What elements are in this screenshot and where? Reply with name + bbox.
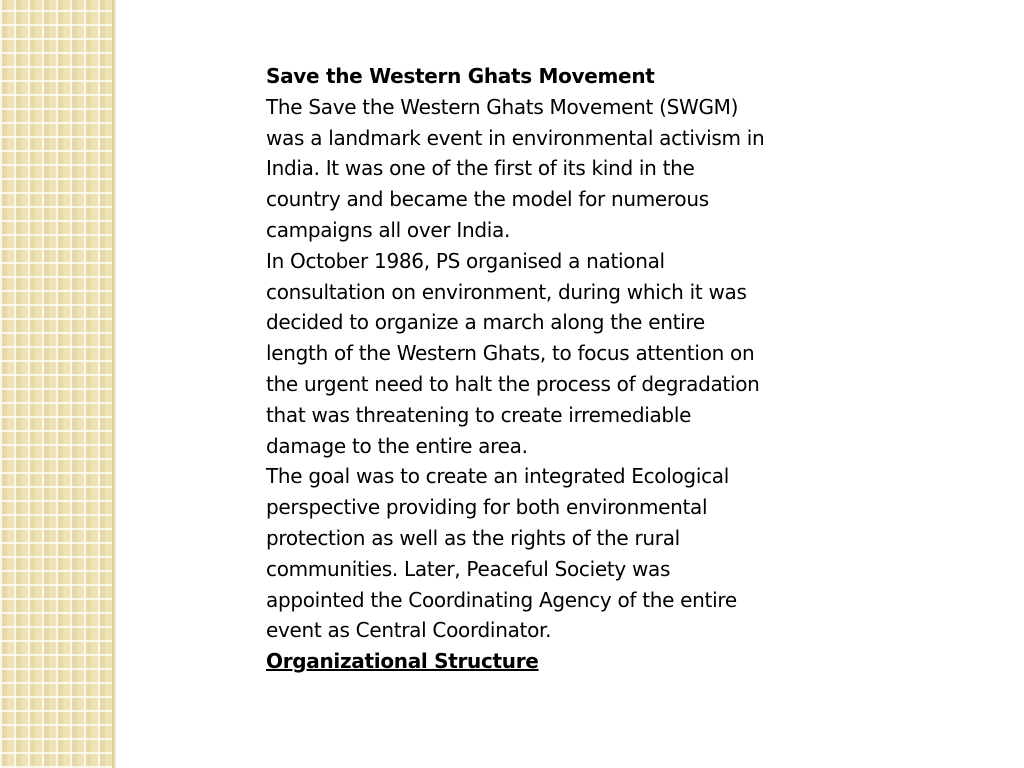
section-subheading: Organizational Structure xyxy=(266,649,539,674)
paragraph-consultation: In October 1986, PS organised a national consultation on environment, during which it was decided to organize a march along the entire length of the Western Ghats, to focus attention on the urgent need to halt the process of degradation that was threatening to create irremediable damage to the entire area. xyxy=(266,248,760,458)
slide-content xyxy=(266,61,766,677)
decorative-side-pattern xyxy=(0,0,112,768)
paragraph-intro: The Save the Western Ghats Movement (SWGM) was a landmark event in environmental activism in India. It was one of the first of its kind in the country and became the model for numerous campaigns all over India. xyxy=(266,94,765,242)
paragraph-goal: The goal was to create an integrated Ecological perspective providing for both environmental protection as well as the rights of the rural communities. Later, Peaceful Society was appointed the Coordinating Agency of the entire event as Central Coordinator. xyxy=(266,464,737,643)
decorative-side-edge xyxy=(112,0,116,768)
slide-heading: Save the Western Ghats Movement xyxy=(266,64,655,88)
